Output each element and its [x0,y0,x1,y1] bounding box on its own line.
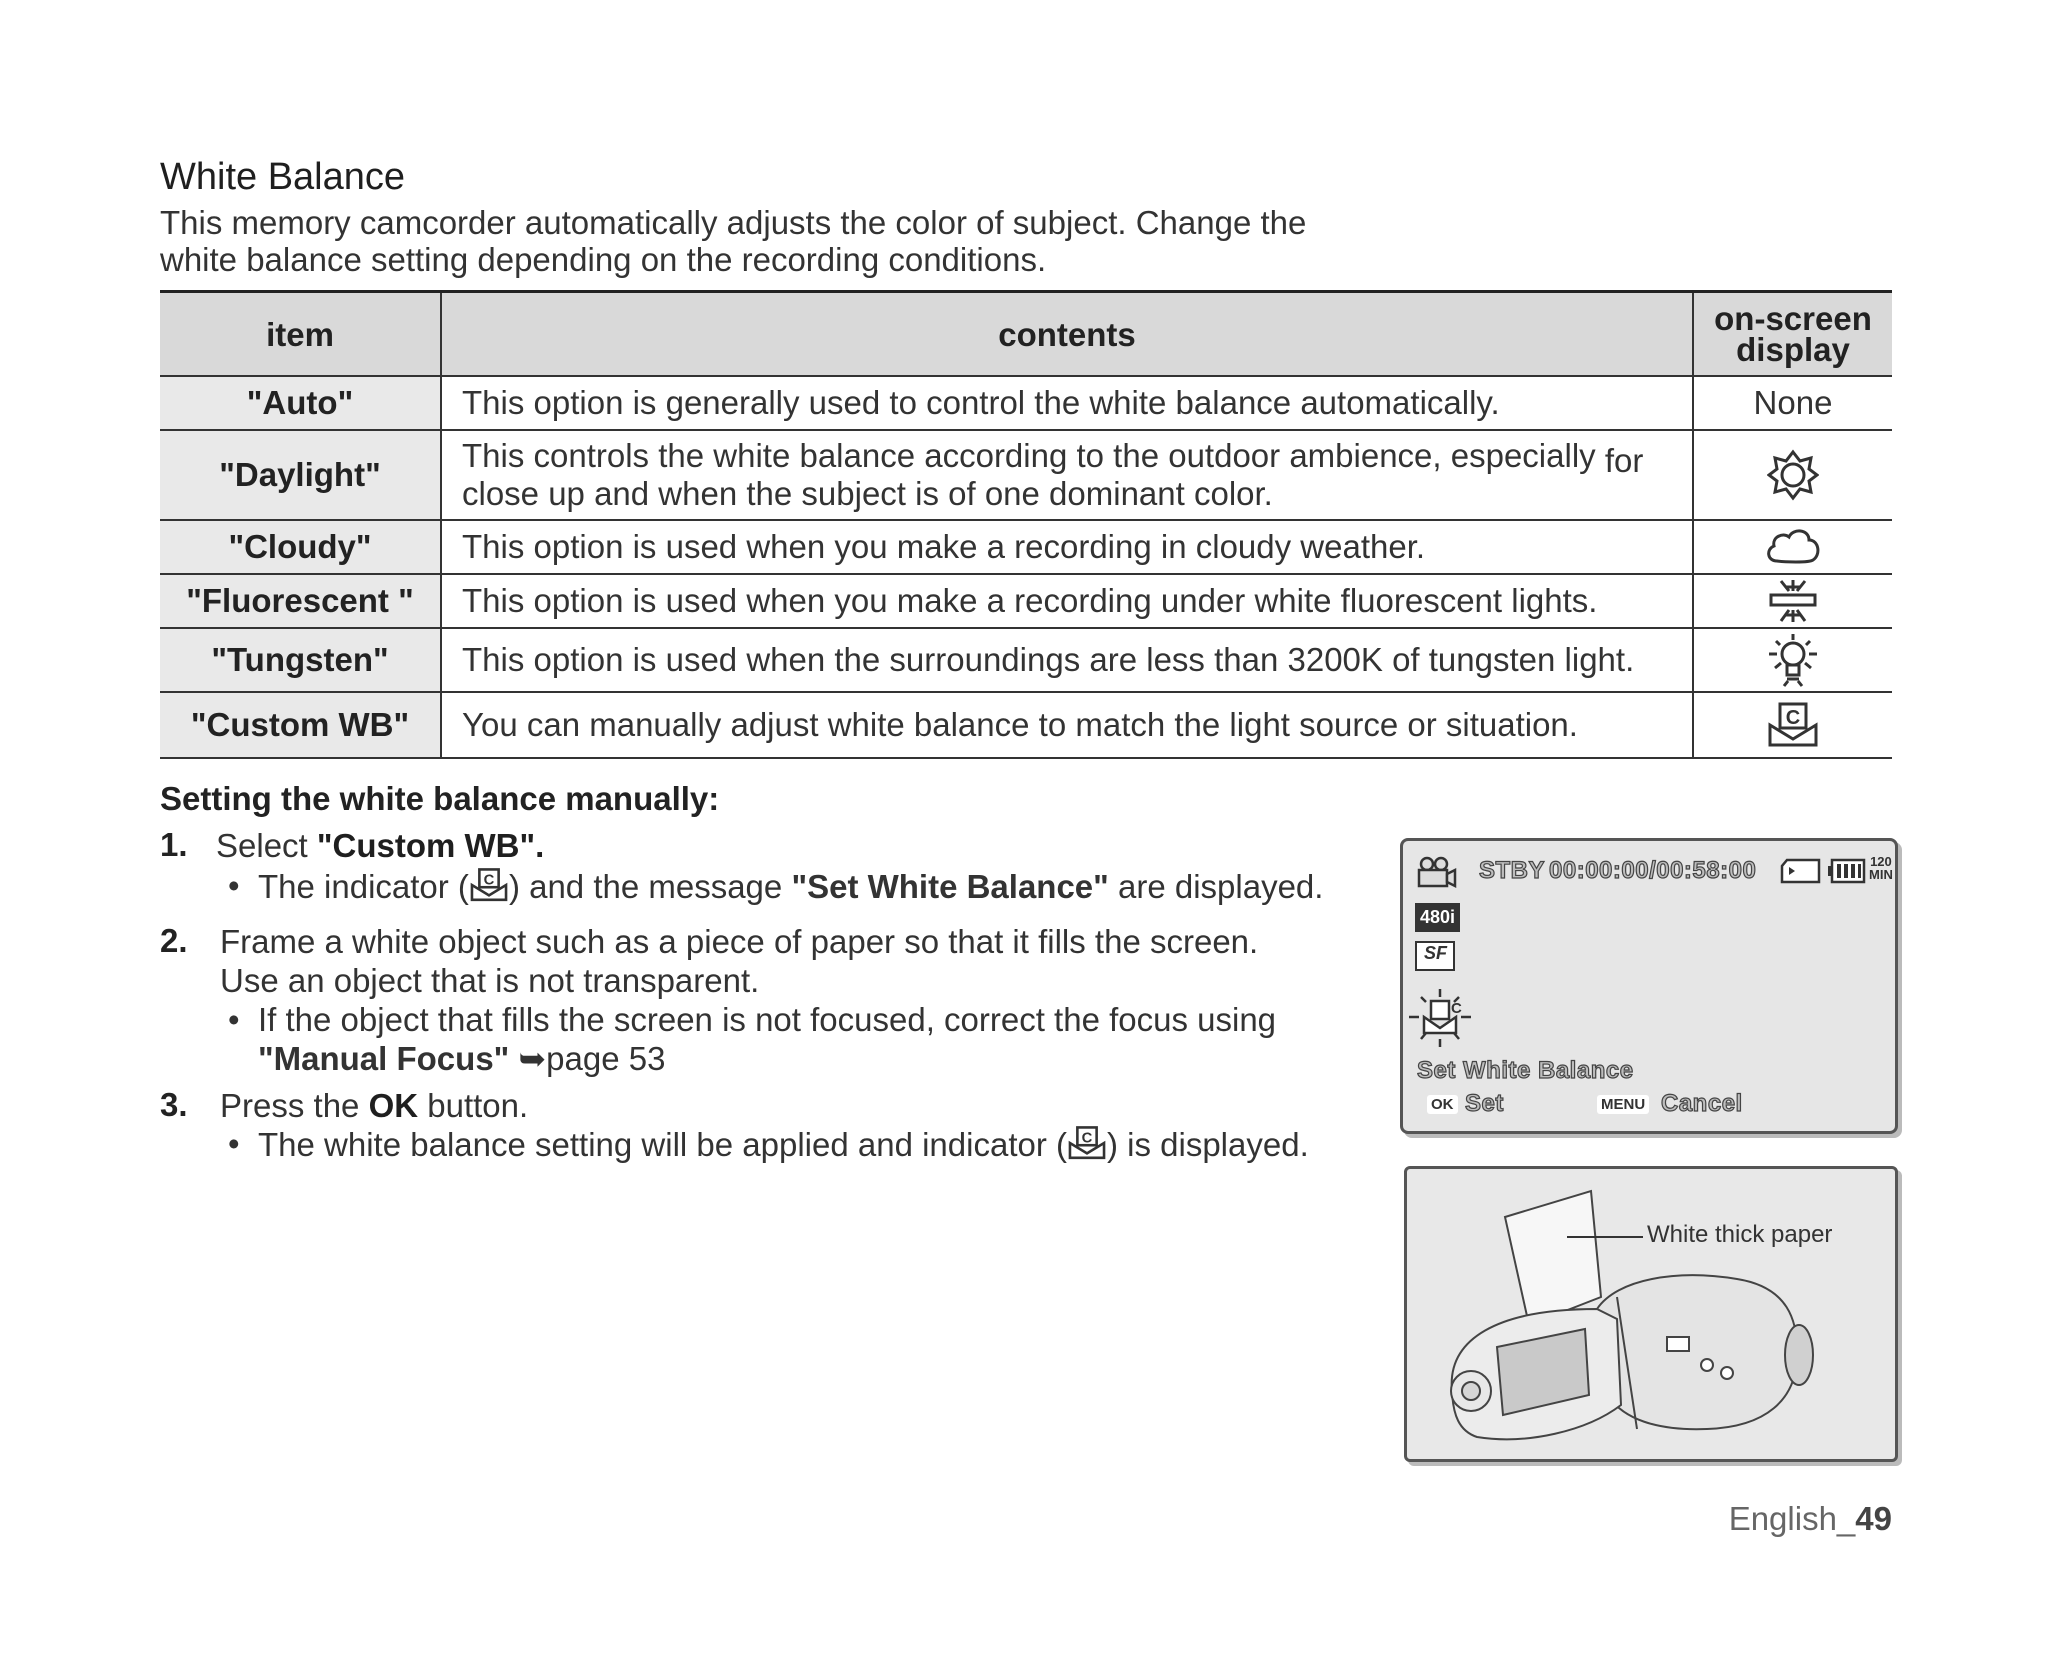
sun-icon [1767,449,1819,501]
contents-cell: You can manually adjust white balance to match the light source or situation. [441,692,1693,758]
svg-text:C: C [483,872,495,889]
intro-line-1: This memory camcorder automatically adjusts the color of subject. Change the [160,204,1307,241]
page-ref-link[interactable]: page 53 [546,1040,666,1077]
display-cell [1693,692,1892,758]
step-1-bullet: • The indicator ( C ) and the message "Set White Balance" are displayed. [228,867,1324,905]
table-row [160,430,1892,520]
set-label[interactable]: Set [1465,1090,1504,1117]
table-row [160,628,1892,692]
item-cell: "Fluorescent " [160,574,441,628]
step-1-bullet-pre: The indicator ( [258,868,469,905]
sf-mode-label: SF [1424,943,1448,963]
table-row [160,376,1892,430]
item-cell: "Tungsten" [160,628,441,692]
step-3-pre: Press the [220,1087,369,1124]
white-balance-table [160,290,1892,759]
fluorescent-icon [1767,577,1819,625]
step-1-number: 1. [160,826,188,863]
contents-cell: This option is used when you make a recording in cloudy weather. [441,520,1693,574]
table-header-row [160,292,1892,377]
manual-section-title: Setting the white balance manually: [160,780,720,817]
page-footer [1729,1500,1892,1538]
paper-callout-label: White thick paper [1647,1221,1833,1248]
svg-text:C: C [1081,1130,1093,1147]
set-white-balance-message: Set White Balance [1417,1057,1634,1084]
intro-line-2: white balance setting depending on the recording conditions. [160,241,1047,278]
arrow-right-icon: ➥ [518,1040,547,1077]
tungsten-bulb-icon [1766,632,1820,688]
menu-key-badge: MENU [1597,1095,1649,1114]
custom-wb-icon [1766,701,1820,749]
header-display-line-2: display [1736,331,1850,368]
header-display-line-1: on-screen [1714,300,1872,337]
header-contents: contents [441,292,1693,377]
step-2-bullet-line-1: If the object that fills the screen is not focused, correct the focus using [258,1001,1277,1038]
step-1-text [216,826,544,865]
custom-wb-icon [1067,1124,1107,1162]
step-1-pre: Select [216,827,317,864]
table-row [160,574,1892,628]
timecode: 00:00:00/00:58:00 [1549,857,1757,884]
table-row [160,520,1892,574]
table-row [160,692,1892,758]
display-cell: None [1693,376,1892,430]
step-2-line-1: Frame a white object such as a piece of paper so that it fills the screen. [220,923,1259,960]
display-cell [1693,430,1892,520]
ok-key-badge: OK [1427,1095,1458,1114]
contents-cell: This option is used when you make a recording under white fluorescent lights. [441,574,1693,628]
step-3-bullet-post: ) is displayed. [1106,1126,1309,1163]
step-2-bullet-line-2 [258,1039,1276,1078]
camera-mode-icon [1415,855,1457,891]
lcd-screen [1400,838,1898,1134]
sf-mode-icon [1415,941,1455,971]
manual-focus-ref: "Manual Focus" [258,1040,510,1077]
step-1-bullet-post: are displayed. [1108,868,1324,905]
battery-icon [1827,857,1867,885]
step-3-bullet-pre: The white balance setting will be applied and indicator ( [258,1126,1067,1163]
custom-wb-icon [469,866,509,904]
display-cell [1693,520,1892,574]
header-item: item [160,292,441,377]
item-cell: "Auto" [160,376,441,430]
quality-badge: 480i [1415,903,1460,932]
header-display [1693,292,1892,377]
step-3-number: 3. [160,1086,188,1123]
contents-cell: This option is used when the surroundings are less than 3200K of tungsten light. [441,628,1693,692]
contents-line-tail: for [1604,442,1644,479]
page-number: 49 [1855,1500,1892,1537]
step-1-bold: "Custom WB". [316,827,545,864]
camcorder-with-paper-drawing [1407,1169,1895,1459]
contents-cell [441,430,1693,520]
status-text: STBY [1479,857,1546,884]
step-1-bullet-mid: ) and the message [508,868,792,905]
step-2-text [220,922,1258,1000]
footer-language: English_ [1728,1500,1856,1537]
contents-line-text: This controls the white balance according to the outdoor ambience, especially [462,437,1596,474]
step-3-post: button. [418,1087,529,1124]
intro-text [160,204,1380,278]
contents-cell: This option is generally used to control the white balance automatically. [441,376,1693,430]
page-title: White Balance [160,156,406,198]
display-cell [1693,574,1892,628]
step-1-bullet-bold: "Set White Balance" [791,868,1109,905]
remaining-time-unit: MIN [1869,867,1893,882]
remaining-time-value: 120 [1870,854,1892,869]
svg-text:C: C [1785,707,1801,729]
custom-wb-letter: C [1451,1000,1462,1017]
item-cell: "Daylight" [160,430,441,520]
item-cell: "Custom WB" [160,692,441,758]
cloud-icon [1763,525,1823,569]
item-cell: "Cloudy" [160,520,441,574]
step-3-text [220,1086,528,1125]
contents-line [462,437,1672,479]
remaining-time [1869,855,1893,881]
step-2-line-2: Use an object that is not transparent. [220,962,760,999]
step-2-number: 2. [160,922,188,959]
step-3-bullet: • The white balance setting will be applied and indicator ( C ) is displayed. [228,1125,1309,1163]
cancel-label[interactable]: Cancel [1661,1090,1743,1117]
step-2-bullet: • If the object that fills the screen is not focused, correct the focus using "Manual Focus" ➥page 53 [228,1001,1277,1077]
camcorder-illustration [1404,1166,1898,1462]
custom-wb-flashing-icon [1407,987,1473,1049]
contents-line: close up and when the subject is of one dominant color. [462,475,1273,512]
memory-card-icon [1779,857,1823,885]
display-cell [1693,628,1892,692]
step-3-bold: OK [368,1087,419,1124]
